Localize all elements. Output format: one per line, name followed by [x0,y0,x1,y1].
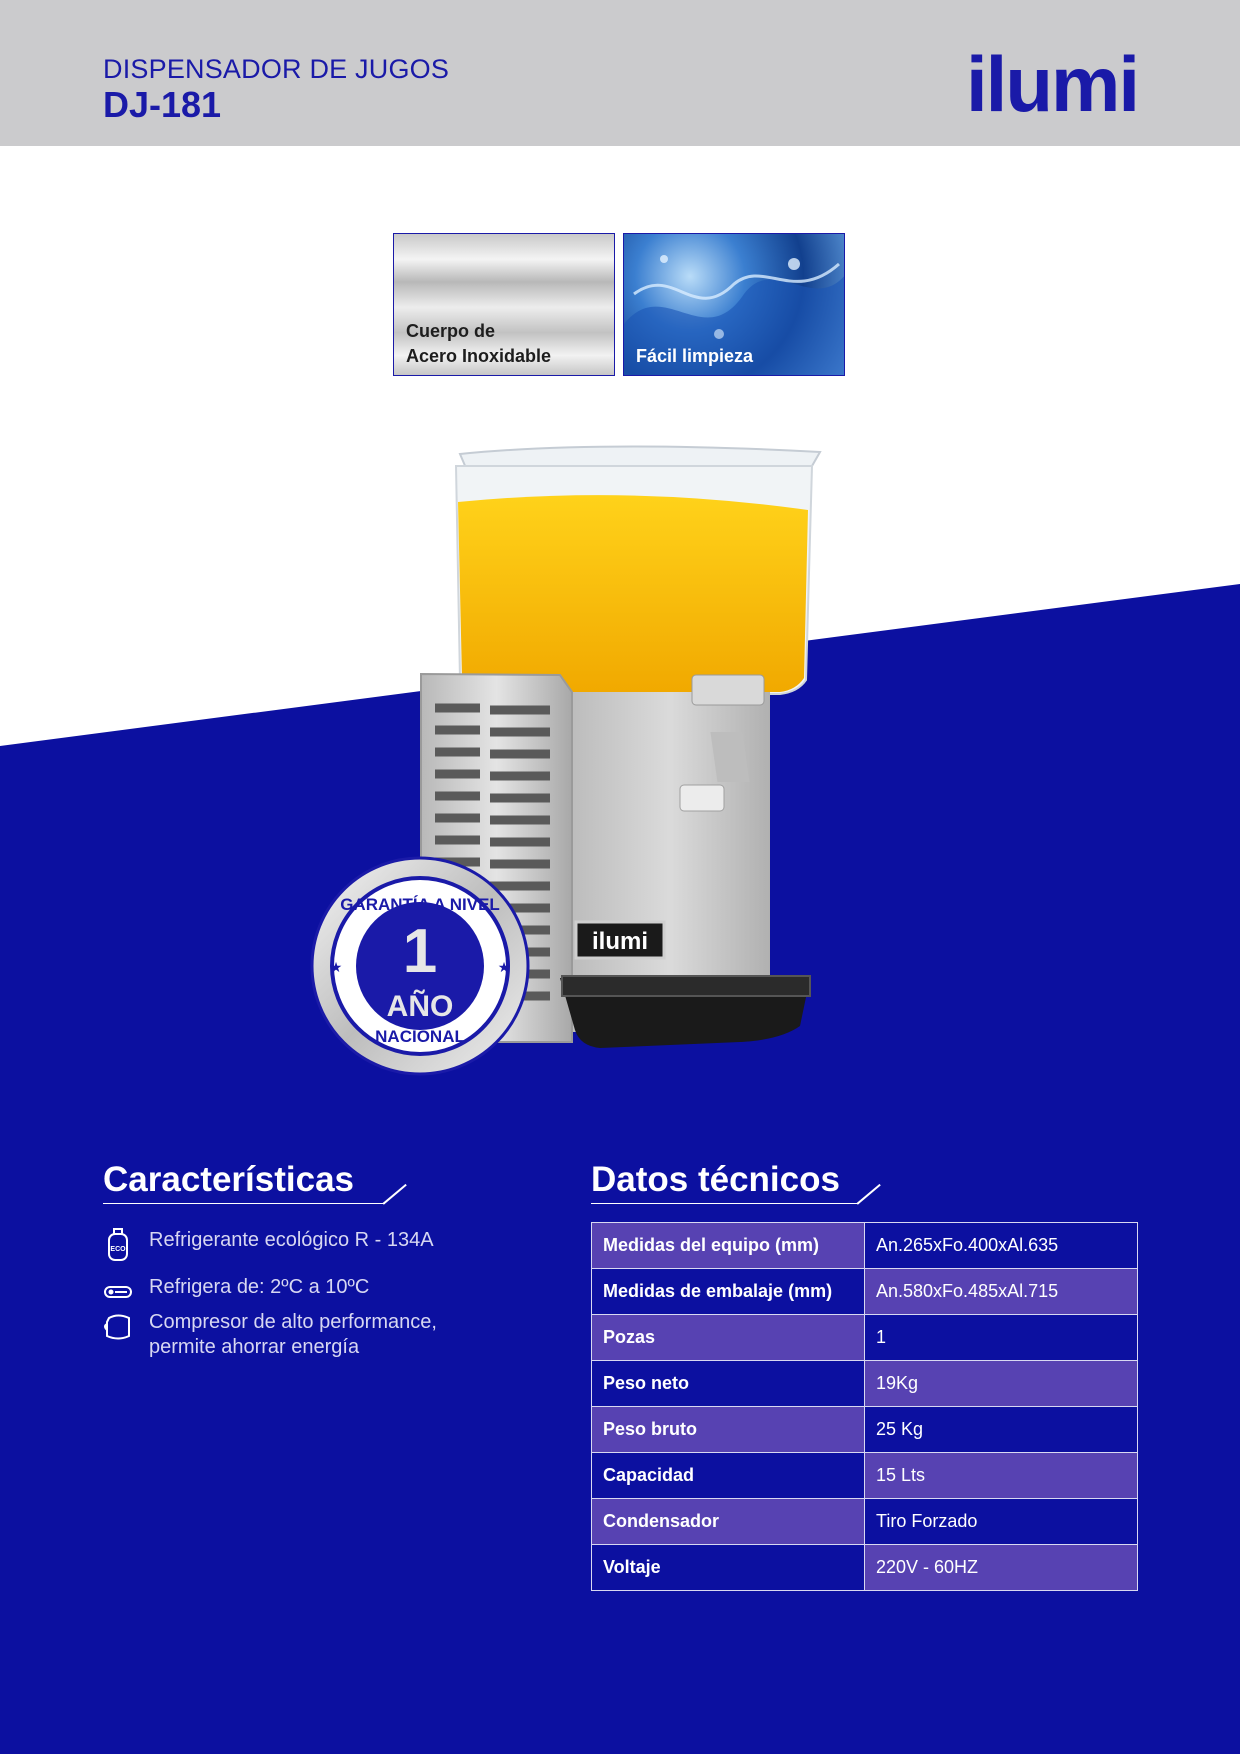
spec-value: 220V - 60HZ [865,1545,1138,1591]
svg-text:★: ★ [497,959,511,975]
list-item: Refrigera de: 2ºC a 10ºC [103,1275,543,1300]
caracteristicas-title: Características [103,1160,354,1199]
badge-unit: AÑO [386,990,454,1023]
list-item: Compresor de alto performance, permite ahorrar energía [103,1310,543,1360]
juice-dispenser-image [300,430,840,1080]
spec-key: Condensador [592,1499,865,1545]
table-row [592,1315,1138,1361]
badge-number: 1 [402,917,438,986]
spec-key: Capacidad [592,1453,865,1499]
spec-table [591,1222,1138,1591]
spec-key: Medidas de embalaje (mm) [592,1269,865,1315]
table-row [592,1453,1138,1499]
brand-plate-logo: ilumi [591,928,649,955]
table-row [592,1361,1138,1407]
datos-tecnicos-underline [591,1203,859,1204]
brand-logo: ilumi [965,40,1138,128]
svg-text:★: ★ [329,959,343,975]
table-row [592,1223,1138,1269]
spec-key: Voltaje [592,1545,865,1591]
datos-tecnicos-title: Datos técnicos [591,1160,840,1199]
spec-value: An.265xFo.400xAl.635 [865,1223,1138,1269]
warranty-badge [312,858,528,1074]
product-category: DISPENSADOR DE JUGOS [103,54,450,84]
feature-tile-label: Cuerpo de Acero Inoxidable [406,321,552,366]
spec-value: 19Kg [865,1361,1138,1407]
eco-refrigerant-icon [103,1228,133,1262]
table-row [592,1407,1138,1453]
feature-tile-label: Fácil limpieza [636,346,754,366]
caracteristicas-list [103,1228,543,1360]
header-bar [0,0,1240,146]
badge-top-text: GARANTÍA A NIVEL [340,895,500,914]
spec-key: Peso bruto [592,1407,865,1453]
spec-value: 25 Kg [865,1407,1138,1453]
table-row [592,1499,1138,1545]
badge-bottom-text: NACIONAL [375,1027,465,1046]
table-row [592,1545,1138,1591]
svg-text:ECO: ECO [110,1246,126,1253]
compressor-icon [103,1310,133,1344]
spec-value: 1 [865,1315,1138,1361]
list-item: ECO Refrigerante ecológico R - 134A [103,1228,543,1253]
spec-key: Medidas del equipo (mm) [592,1223,865,1269]
spec-value: Tiro Forzado [865,1499,1138,1545]
caracteristicas-underline [103,1203,385,1204]
spec-value: 15 Lts [865,1453,1138,1499]
product-model: DJ-181 [103,84,222,125]
spec-value: An.580xFo.485xAl.715 [865,1269,1138,1315]
feature-tile-easy-cleaning [623,233,845,376]
spec-key: Pozas [592,1315,865,1361]
table-row [592,1269,1138,1315]
feature-tile-stainless-steel [393,233,615,376]
spec-key: Peso neto [592,1361,865,1407]
thermometer-icon [103,1275,133,1309]
